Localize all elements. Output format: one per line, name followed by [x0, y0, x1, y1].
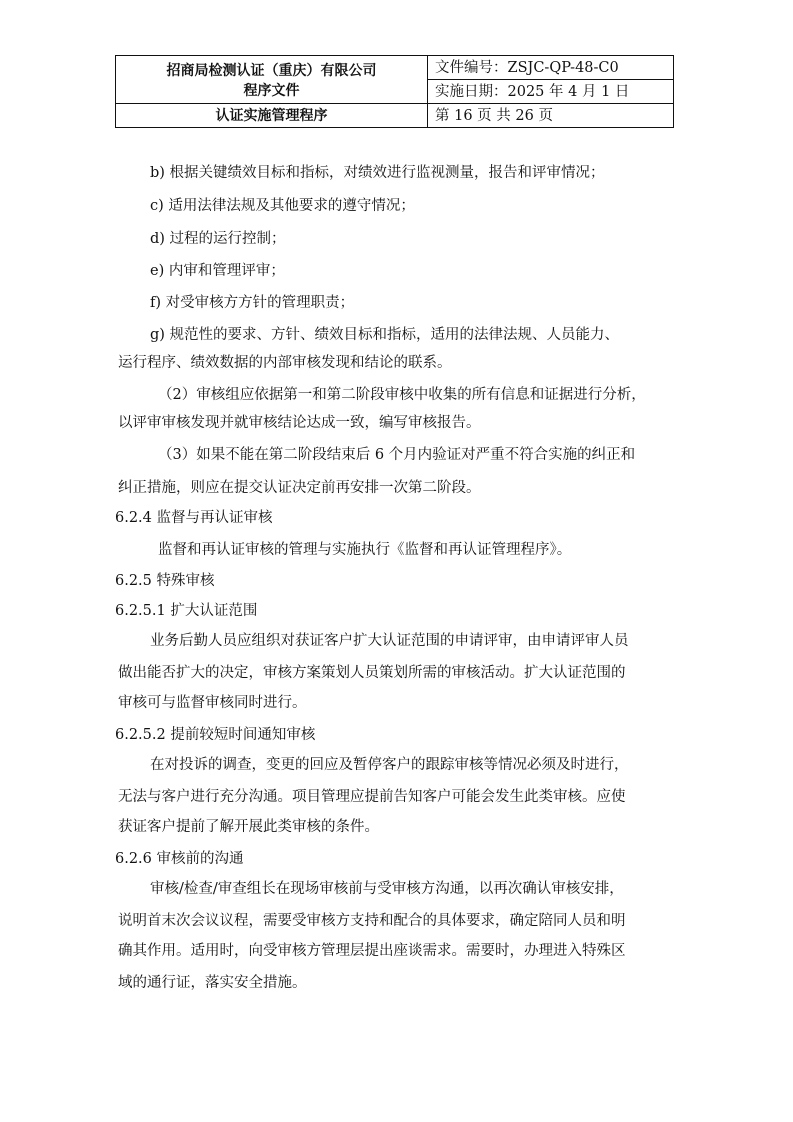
section-heading-6-2-5-2: 6.2.5.2 提前较短时间通知审核 [115, 727, 316, 743]
paragraph-6-2-5-1-cont2: 审核可与监督审核同时进行。 [118, 695, 307, 711]
document-title: 认证实施管理程序 [116, 104, 428, 128]
page-number: 第 16 页 共 26 页 [428, 104, 674, 128]
list-item-b: b) 根据关键绩效目标和指标，对绩效进行监视测量，报告和评审情况； [150, 165, 605, 181]
paragraph-6-2-4: 监督和再认证审核的管理与实施执行《监督和再认证管理程序》。 [158, 542, 572, 558]
paragraph-2: （2）审核组应依据第一和第二阶段审核中收集的所有信息和证据进行分析， [158, 387, 646, 403]
company-name-cell [116, 56, 428, 104]
section-heading-6-2-5-1: 6.2.5.1 扩大认证范围 [115, 603, 258, 619]
section-heading-6-2-6: 6.2.6 审核前的沟通 [115, 851, 244, 867]
paragraph-6-2-5-1-cont1: 做出能否扩大的决定，审核方案策划人员策划所需的审核活动。扩大认证范围的 [118, 665, 626, 681]
paragraph-6-2-5-2: 在对投诉的调查，变更的回应及暂停客户的跟踪审核等情况必须及时进行， [150, 757, 629, 773]
list-item-e: e) 内审和管理评审； [150, 263, 285, 279]
paragraph-2-cont: 以评审审核发现并就审核结论达成一致，编写审核报告。 [118, 415, 481, 431]
list-item-d: d) 过程的运行控制； [150, 231, 286, 247]
list-item-f: f) 对受审核方方针的管理职责； [150, 295, 355, 311]
paragraph-6-2-6-cont2: 确其作用。适用时，向受审核方管理层提出座谈需求。需要时，办理进入特殊区 [118, 943, 626, 959]
section-heading-6-2-4: 6.2.4 监督与再认证审核 [115, 510, 273, 526]
company-name: 招商局检测认证（重庆）有限公司 [166, 62, 377, 79]
paragraph-6-2-6: 审核/检查/审查组长在现场审核前与受审核方沟通，以再次确认审核安排， [150, 881, 624, 897]
list-item-g-cont: 运行程序、绩效数据的内部审核发现和结论的联系。 [118, 355, 452, 371]
paragraph-6-2-6-cont3: 域的通行证，落实安全措施。 [118, 975, 307, 991]
effective-date: 实施日期：2025 年 4 月 1 日 [428, 80, 674, 104]
paragraph-6-2-5-1: 业务后勤人员应组织对获证客户扩大认证范围的申请评审，由申请评审人员 [150, 633, 629, 649]
section-heading-6-2-5: 6.2.5 特殊审核 [115, 573, 215, 589]
paragraph-6-2-5-2-cont1: 无法与客户进行充分沟通。项目管理应提前告知客户可能会发生此类审核。应使 [118, 789, 626, 805]
paragraph-3: （3）如果不能在第二阶段结束后 6 个月内验证对严重不符合实施的纠正和 [158, 447, 636, 463]
paragraph-6-2-6-cont1: 说明首末次会议议程，需要受审核方支持和配合的具体要求，确定陪同人员和明 [118, 913, 626, 929]
list-item-g: g) 规范性的要求、方针、绩效目标和指标，适用的法律法规、人员能力、 [150, 327, 620, 343]
paragraph-6-2-5-2-cont2: 获证客户提前了解开展此类审核的条件。 [118, 819, 379, 835]
document-header-table [115, 55, 674, 128]
document-number: 文件编号：ZSJC-QP-48-C0 [428, 56, 674, 80]
document-type: 程序文件 [243, 82, 300, 99]
list-item-c: c) 适用法律法规及其他要求的遵守情况； [150, 198, 415, 214]
paragraph-3-cont: 纠正措施，则应在提交认证决定前再安排一次第二阶段。 [118, 480, 481, 496]
